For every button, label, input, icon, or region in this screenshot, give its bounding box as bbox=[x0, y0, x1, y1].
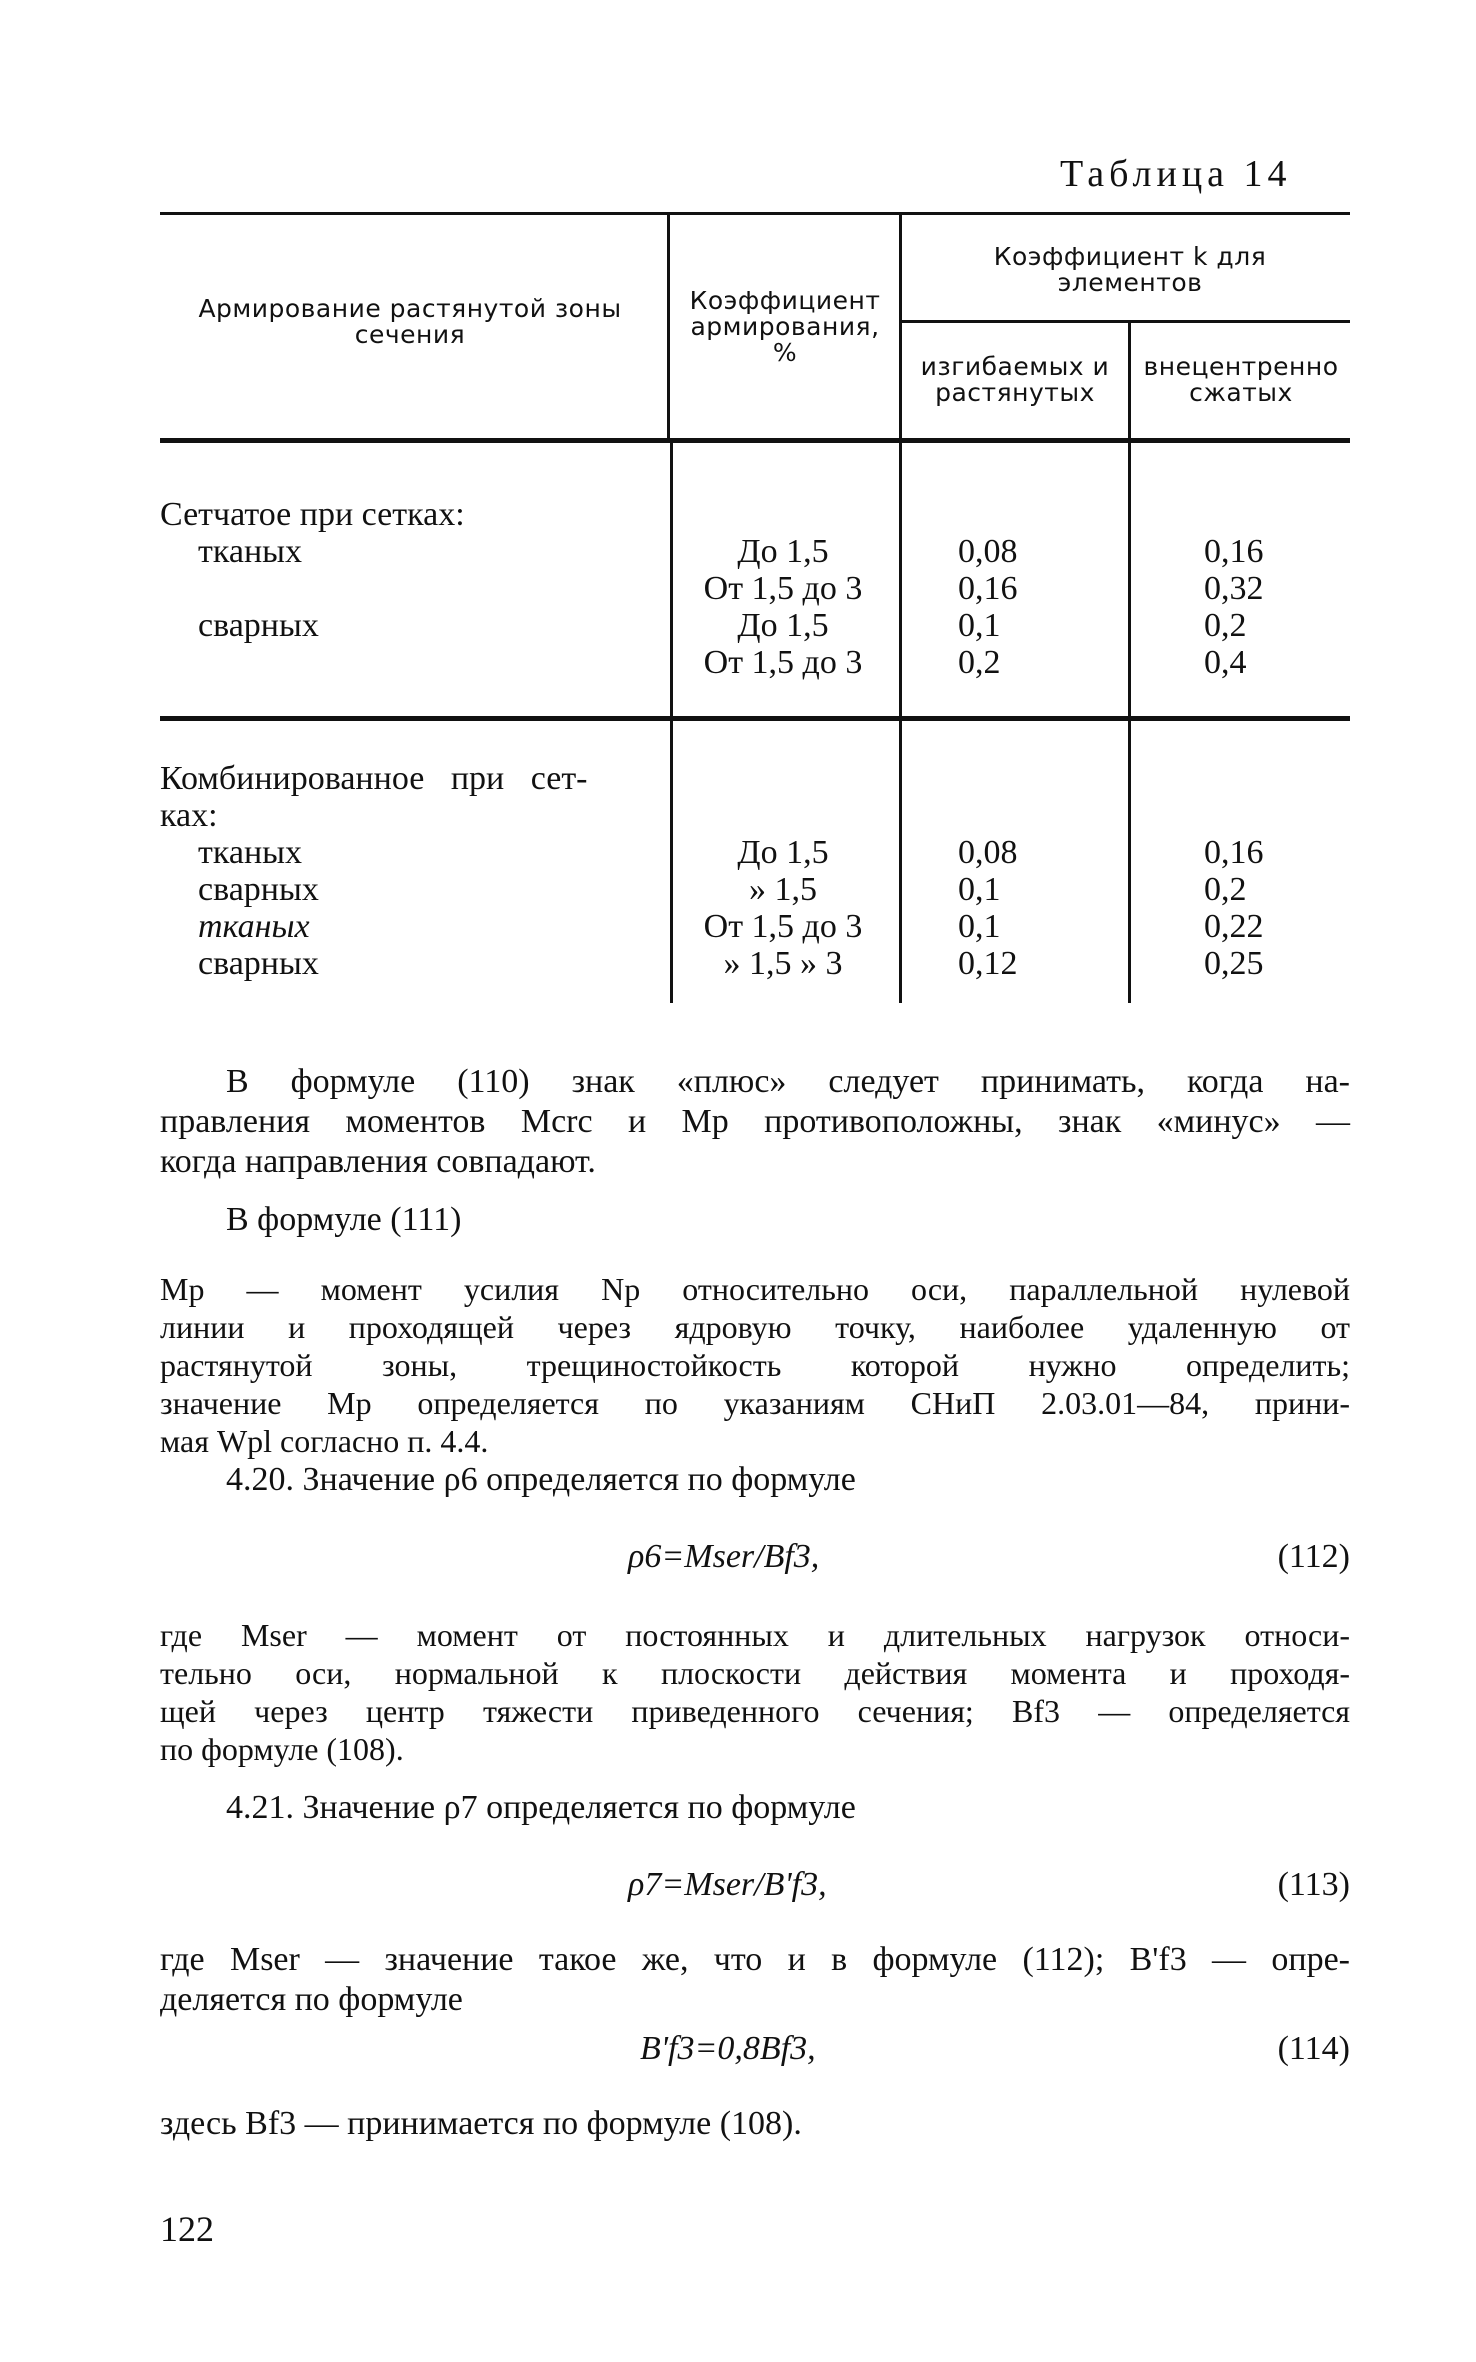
equation-number-112: (112) bbox=[1277, 1538, 1350, 1575]
text-line: мая Wpl согласно п. 4.4. bbox=[160, 1423, 489, 1459]
table-subheader-rule bbox=[902, 320, 1350, 323]
table-cell-k1: 0,08 bbox=[958, 834, 1018, 871]
paragraph-mser-same bbox=[160, 1940, 1350, 2020]
text-line: где Mser — момент от постоянных и длительных нагрузок относи- bbox=[160, 1617, 1350, 1653]
table-cell-k1: 0,08 bbox=[958, 533, 1018, 570]
table-vline-3-header bbox=[1128, 323, 1131, 438]
text-line: значение Mp определяется по указаниям СНиП 2.03.01—84, прини- bbox=[160, 1385, 1350, 1421]
table-cell-coef: » 1,5 » 3 bbox=[723, 945, 843, 982]
table-row-label: сварных bbox=[198, 871, 319, 908]
table-cell-k1: 0,2 bbox=[958, 644, 1001, 681]
group1-coefs bbox=[672, 533, 894, 681]
table-row-label bbox=[160, 570, 660, 607]
group2-title-line1 bbox=[160, 760, 642, 797]
table-row-label: сварных bbox=[198, 607, 319, 644]
table-row-label: сварных bbox=[198, 945, 319, 982]
text-line: где Mser — значение такое же, что и в формуле (112); B'f3 — опре- bbox=[160, 1941, 1350, 1978]
header-reinforcement-coef: Коэффициент армирования, % bbox=[689, 286, 881, 367]
table-cell-coef: До 1,5 bbox=[737, 533, 829, 570]
group1-k2 bbox=[1134, 533, 1350, 681]
table-cell-k2: 0,22 bbox=[1204, 908, 1264, 945]
group1-labels bbox=[160, 496, 660, 644]
group2-title-line2: ках: bbox=[160, 797, 218, 834]
group2-k1 bbox=[906, 834, 1108, 982]
table-cell-k1: 0,16 bbox=[958, 570, 1018, 607]
table-cell-k2: 0,16 bbox=[1204, 533, 1264, 570]
group1-k1 bbox=[906, 533, 1108, 681]
group2-labels bbox=[160, 760, 660, 982]
table-cell-k2: 0,16 bbox=[1204, 834, 1264, 871]
paragraph-mp-definition bbox=[160, 1270, 1350, 1460]
page-number: 122 bbox=[160, 2209, 214, 2249]
table-cell-coef: » 1,5 bbox=[749, 871, 817, 908]
table-vline-2-g2 bbox=[899, 721, 902, 1003]
table-cell-k1: 0,1 bbox=[958, 607, 1001, 644]
formula-112: ρ6=Mser/Bf3, bbox=[628, 1538, 820, 1575]
table-cell-k2: 0,4 bbox=[1204, 644, 1247, 681]
table-group-rule bbox=[160, 716, 1350, 721]
table-cell-k1: 0,1 bbox=[958, 908, 1001, 945]
paragraph-formula-111-intro: В формуле (111) bbox=[226, 1201, 462, 1238]
text-line: деляется по формуле bbox=[160, 1981, 463, 2018]
table-vline-2-header bbox=[899, 215, 902, 438]
table-cell-k1: 0,1 bbox=[958, 871, 1001, 908]
table-vline-2-g1 bbox=[899, 443, 902, 716]
group2-coefs bbox=[672, 834, 894, 982]
text-line: правления моментов Mcrc и Mp противоположны, знак «минус» — bbox=[160, 1103, 1350, 1140]
equation-number-113: (113) bbox=[1277, 1866, 1350, 1903]
text-line: щей через центр тяжести приведенного сечения; Bf3 — определяется bbox=[160, 1693, 1350, 1729]
equation-number-114: (114) bbox=[1277, 2030, 1350, 2067]
section-4-20: 4.20. Значение ρ6 определяется по формуле bbox=[226, 1461, 856, 1498]
formula-113: ρ7=Mser/B'f3, bbox=[628, 1866, 827, 1903]
paragraph-mser-definition bbox=[160, 1616, 1350, 1768]
table-row-label: тканых bbox=[198, 834, 302, 871]
text-line: растянутой зоны, трещиностойкость которой нужно определить; bbox=[160, 1347, 1350, 1383]
text-line: Mp — момент усилия Np относительно оси, параллельной нулевой bbox=[160, 1271, 1350, 1307]
table-row-label: тканых bbox=[198, 533, 302, 570]
formula-114: B'f3=0,8Bf3, bbox=[640, 2030, 816, 2067]
table-cell-coef: До 1,5 bbox=[737, 607, 829, 644]
table-cell-coef: До 1,5 bbox=[737, 834, 829, 871]
table-cell-coef: От 1,5 до 3 bbox=[703, 570, 863, 607]
text-line: В формуле (110) знак «плюс» следует принимать, когда на- bbox=[226, 1063, 1350, 1100]
text-line: тельно оси, нормальной к плоскости действия момента и проходя- bbox=[160, 1655, 1350, 1691]
group2-k2 bbox=[1134, 834, 1350, 982]
text-line: линии и проходящей через ядровую точку, наиболее удаленную от bbox=[160, 1309, 1350, 1345]
table-cell-coef: От 1,5 до 3 bbox=[703, 644, 863, 681]
table-cell-k2: 0,25 bbox=[1204, 945, 1264, 982]
group1-title: Сетчатое при сетках: bbox=[160, 496, 465, 533]
table-vline-1-header bbox=[667, 215, 670, 438]
section-4-21: 4.21. Значение ρ7 определяется по формуле bbox=[226, 1789, 856, 1826]
text-line: когда направления совпадают. bbox=[160, 1143, 596, 1180]
text-line: по формуле (108). bbox=[160, 1731, 404, 1767]
table-cell-k2: 0,2 bbox=[1204, 871, 1247, 908]
table-header-rule bbox=[160, 438, 1350, 443]
table-vline-3-g1 bbox=[1128, 443, 1131, 716]
table-vline-3-g2 bbox=[1128, 721, 1131, 1003]
table-cell-k2: 0,2 bbox=[1204, 607, 1247, 644]
table-cell-k2: 0,32 bbox=[1204, 570, 1264, 607]
table-top-rule bbox=[160, 212, 1350, 215]
header-bending-tension: изгибаемых и растянутых bbox=[920, 352, 1110, 407]
paragraph-bf3: здесь Bf3 — принимается по формуле (108). bbox=[160, 2105, 802, 2142]
header-k-coefficient: Коэффициент k для элементов bbox=[993, 242, 1267, 297]
table-row-label: тканых bbox=[198, 908, 310, 945]
paragraph-formula-110 bbox=[160, 1062, 1350, 1182]
header-eccentric-compression: внецентренно сжатых bbox=[1143, 352, 1339, 407]
group2-title-text: Комбинированное при сет- bbox=[160, 760, 588, 797]
table-caption: Таблица 14 bbox=[1060, 153, 1292, 195]
table-cell-k1: 0,12 bbox=[958, 945, 1018, 982]
header-reinforcement-zone: Армирование растянутой зоны сечения bbox=[198, 294, 622, 349]
table-cell-coef: От 1,5 до 3 bbox=[703, 908, 863, 945]
